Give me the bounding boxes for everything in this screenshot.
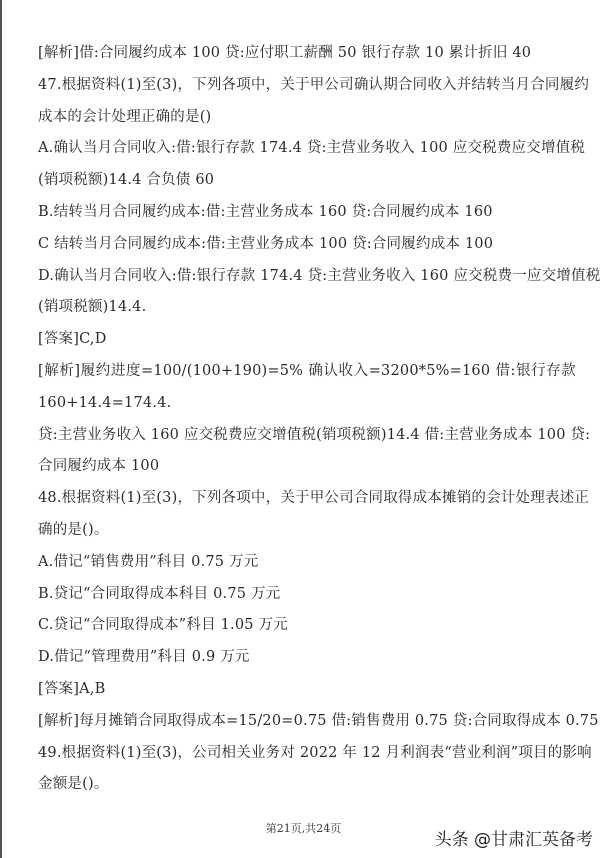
option-48-a: A.借记“销售费用”科目 0.75 万元 [38, 553, 259, 570]
answer-47: [答案]C,D [38, 331, 107, 348]
question-49-cont: 金额是()。 [38, 776, 109, 793]
question-47-cont: 成本的会计处理正确的是() [38, 108, 212, 125]
answer-48: [答案]A,B [38, 680, 106, 697]
question-48: 48.根据资料(1)至(3)，下列各项中，关于甲公司合同取得成本摊销的会计处理表述正 [38, 490, 590, 507]
option-47-b: B.结转当月合同履约成本:借:主营业务成本 160 贷:合同履约成本 160 [38, 203, 493, 220]
option-47-d: D.确认当月合同收入:借:银行存款 174.4 贷:主营业务收入 160 应交税费一应交增值税 [38, 267, 601, 284]
analysis-47-cont: 160+14.4=174.4. [38, 394, 172, 411]
option-47-d-cont: (销项税额)14.4. [38, 299, 147, 316]
watermark: 头条 @甘肃汇英备考 [434, 830, 593, 850]
analysis-47-entry-cont: 合同履约成本 100 [38, 458, 160, 475]
option-47-a: A.确认当月合同收入:借:银行存款 174.4 贷:主营业务收入 100 应交税费应交增值税 [38, 140, 586, 157]
page-number: 第21页,共24页 [265, 822, 342, 835]
question-48-cont: 确的是()。 [38, 521, 109, 538]
option-48-b: B.贷记“合同取得成本科目 0.75 万元 [38, 585, 281, 602]
analysis-47: [解析]履约进度=100/(100+190)=5% 确认收入=3200*5%=160 借:银行存款 [38, 362, 576, 379]
analysis-47-entry: 贷:主营业务收入 160 应交税费应交增值税(销项税额)14.4 借:主营业务成本 100 贷: [38, 426, 591, 443]
analysis-46: [解析]借:合同履约成本 100 贷:应付职工薪酬 50 银行存款 10 累计折旧 40 [38, 45, 532, 61]
page-left-border [0, 0, 2, 858]
option-47-c: C 结转当月合同履约成本:借:主营业务成本 100 贷:合同履约成本 100 [38, 235, 494, 252]
option-47-a-cont: (销项税额)14.4 合负债 60 [38, 172, 215, 189]
option-48-c: C.贷记“合同取得成本”科目 1.05 万元 [38, 617, 288, 634]
analysis-48: [解析]每月摊销合同取得成本=15/20=0.75 借:销售费用 0.75 贷:合同取得成本 0.75 [38, 712, 599, 729]
question-47: 47.根据资料(1)至(3)，下列各项中，关于甲公司确认期合同收入并结转当月合同履约 [38, 76, 590, 93]
question-49: 49.根据资料(1)至(3)，公司相关业务对 2022 年 12 月利润表“营业利润”项目的影响 [38, 744, 592, 761]
option-48-d: D.借记“管理费用”科目 0.9 万元 [38, 649, 250, 666]
document-page [38, 38, 601, 801]
